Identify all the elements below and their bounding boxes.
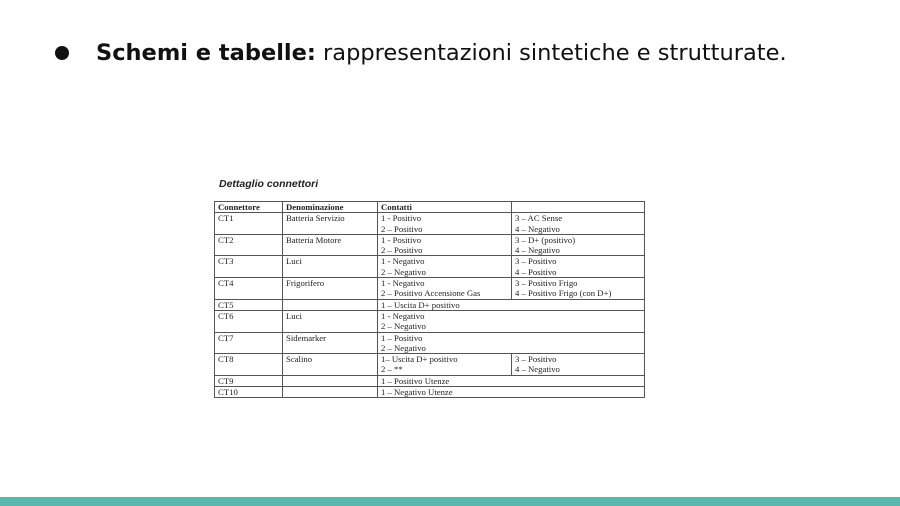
cell-contatti-2 [512,234,645,256]
cell-connettore: CT6 [215,310,283,332]
contact-line: 1 – Positivo [381,332,423,343]
cell-contatti-2 [512,354,645,376]
contact-line: 3 – Positivo [515,354,557,365]
contact-line: 2 – Positivo [381,223,423,234]
cell-contatti-1 [378,387,645,398]
header-denominazione: Denominazione [283,202,378,213]
contact-line: 1 – Negativo Utenze [381,387,453,398]
bullet-text [96,40,787,66]
bullet-bold-text: Schemi e tabelle: [96,40,316,66]
table-row [215,387,645,398]
cell-contatti-1 [378,278,512,300]
footer-bar [0,497,900,506]
contact-line: 2 – Positivo Accensione Gas [381,288,481,299]
table-row [215,213,645,235]
header-connettore: Connettore [215,202,283,213]
cell-denominazione [283,387,378,398]
cell-connettore: CT9 [215,375,283,386]
cell-denominazione: Luci [283,310,378,332]
cell-denominazione: Batteria Servizio [283,213,378,235]
cell-contatti-2 [512,213,645,235]
cell-connettore: CT8 [215,354,283,376]
cell-contatti-1 [378,234,512,256]
cell-connettore: CT2 [215,234,283,256]
bullet-item [55,40,787,66]
cell-connettore: CT5 [215,299,283,310]
bullet-dot-icon [55,46,69,60]
cell-contatti-1 [378,213,512,235]
cell-denominazione: Scalino [283,354,378,376]
cell-connettore: CT3 [215,256,283,278]
cell-denominazione: Batteria Motore [283,234,378,256]
contact-line: 3 – D+ (positivo) [515,234,576,245]
contact-line: 4 – Positivo [515,266,557,277]
contact-line: 1 - Negativo [381,278,425,289]
cell-connettore: CT1 [215,213,283,235]
table-row [215,256,645,278]
cell-denominazione [283,299,378,310]
cell-connettore: CT7 [215,332,283,354]
contact-line: 3 – AC Sense [515,213,563,224]
cell-contatti-1 [378,354,512,376]
contact-line: 2 – Negativo [381,266,426,277]
contact-line: 1 - Positivo [381,213,422,224]
contact-line: 1 - Negativo [381,310,425,321]
table-row [215,375,645,386]
cell-connettore: CT10 [215,387,283,398]
table-header-row [215,202,645,213]
contact-line: 1 - Positivo [381,234,422,245]
cell-contatti-2 [512,256,645,278]
table-row [215,299,645,310]
contact-line: 4 – Negativo [515,223,560,234]
cell-denominazione: Sidemarker [283,332,378,354]
contact-line: 2 – Positivo [381,245,423,256]
cell-connettore: CT4 [215,278,283,300]
contact-line: 2 – Negativo [381,342,426,353]
cell-denominazione [283,375,378,386]
table-row [215,332,645,354]
contact-line: 2 – Negativo [381,321,426,332]
cell-contatti-1 [378,310,645,332]
contact-line: 3 – Positivo [515,256,557,267]
contact-line: 4 – Positivo Frigo (con D+) [515,288,612,299]
table-row [215,234,645,256]
table-row [215,310,645,332]
table-body [215,213,645,398]
connectors-table [214,201,645,398]
figure-caption: Dettaglio connettori [219,178,319,190]
cell-contatti-1 [378,256,512,278]
header-contatti: Contatti [378,202,512,213]
cell-contatti-1 [378,299,645,310]
header-contatti-extra [512,202,645,213]
contact-line: 1 – Positivo Utenze [381,375,450,386]
contact-line: 1 – Uscita D+ positivo [381,299,460,310]
table-row [215,278,645,300]
contact-line: 2 – ** [381,364,403,375]
contact-line: 4 – Negativo [515,364,560,375]
cell-denominazione: Luci [283,256,378,278]
bullet-rest-text: rappresentazioni sintetiche e strutturate. [315,40,787,66]
cell-contatti-1 [378,332,645,354]
cell-contatti-1 [378,375,645,386]
contact-line: 3 – Positivo Frigo [515,278,578,289]
cell-contatti-2 [512,278,645,300]
cell-denominazione: Frigorifero [283,278,378,300]
contact-line: 1 - Negativo [381,256,425,267]
table-row [215,354,645,376]
contact-line: 1– Uscita D+ positivo [381,354,458,365]
contact-line: 4 – Negativo [515,245,560,256]
